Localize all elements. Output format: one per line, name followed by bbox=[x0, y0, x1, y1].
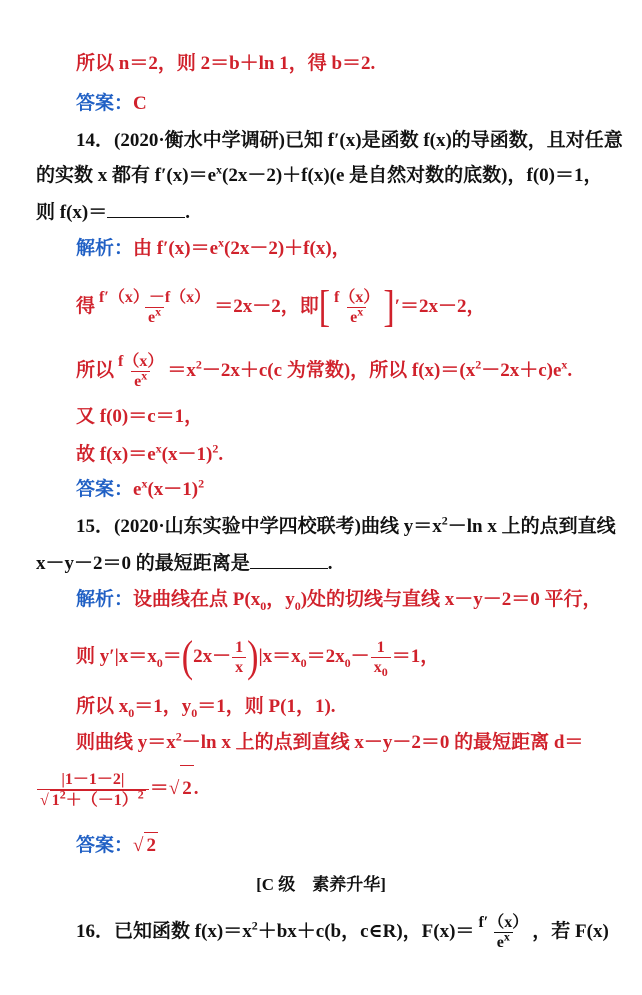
answer-line bbox=[76, 91, 642, 117]
fraction: $\frac{f'(x)-f(x)}{e^x}$ bbox=[99, 289, 211, 327]
fraction: $\frac{1}{x}$ bbox=[232, 638, 246, 677]
sqrt-icon: √ bbox=[133, 835, 144, 856]
answer-line: 答案：$e^x(x-1)^2$ bbox=[76, 476, 205, 500]
solution-14-line-3: 所以 $\frac{f(x)}{e^x}$ $=x^2-2x+c(c$ 为常数)，所以 $f(x)=(x^2-2x+c)e^x$. bbox=[76, 353, 573, 391]
answer-label: 答案： bbox=[76, 479, 134, 500]
problem-14-line-3: 则 f(x)＝ . bbox=[36, 199, 642, 225]
right-bracket: ] bbox=[383, 282, 395, 332]
problem-16-line-1: 16．已知函数 $f(x)=x^2+bx+c(b$，c∈R)，F(x)＝ $\frac{f'(x)}{e^x}$ ，若 F(x) bbox=[76, 914, 609, 952]
fraction: $\frac{f'(x)}{e^x}$ bbox=[478, 914, 529, 952]
solution-14-line-5: 故 $f(x)=e^x(x-1)^2$. bbox=[76, 441, 224, 465]
right-bracket: ) bbox=[247, 632, 259, 682]
answer-label: 答案： bbox=[76, 835, 134, 856]
solution-15-line-4: 则曲线 $y=x^2-\ln$ x 上的点到直线 x－y－2＝0 的最短距离 d＝ bbox=[76, 729, 584, 753]
section-title: [C 级 素养升华] bbox=[256, 875, 386, 894]
sqrt-icon: √ bbox=[168, 778, 180, 799]
problem-15-line-2: x－y－2＝0 的最短距离是 . bbox=[36, 550, 642, 576]
fraction: $\frac{1}{x_0}$ bbox=[371, 638, 391, 677]
solution-14-line-1: 解析：由 $f'(x)=e^x(2x-2)+f(x)$， bbox=[76, 235, 351, 259]
solution-14-line-4: 又 f(0)＝c＝1， bbox=[76, 406, 204, 427]
fraction: $\frac{|1-1-2|}{√ 1^2+(-1)^2}$ bbox=[37, 770, 149, 810]
problem-15-line-1: 15．(2020·山东实验中学四校联考)曲线 $y=x^2-\ln$ x 上的点到直线 bbox=[76, 513, 616, 537]
answer-line: 答案：√ 2 bbox=[76, 832, 642, 858]
jiexi-label: 解析： bbox=[76, 589, 134, 610]
left-bracket: ( bbox=[181, 632, 194, 682]
left-bracket: [ bbox=[318, 282, 331, 332]
solution-15-line-3: 所以 $x_0=1$，$y_0=1$，则 P(1，1). bbox=[76, 696, 336, 720]
solution-15-line-1: 解析：设曲线在点 $P(x_0$，$y_0$)处的切线与直线 x－y－2＝0 平行， bbox=[76, 589, 602, 613]
sqrt-icon: √ bbox=[40, 791, 49, 809]
solution-line bbox=[76, 51, 642, 77]
solution-text: 所以 n＝2，则 2＝b＋ln 1，得 b＝2. bbox=[76, 53, 376, 74]
fraction: $\frac{f(x)}{e^x}$ bbox=[118, 353, 164, 391]
answer-value: C bbox=[133, 93, 147, 114]
solution-14-line-2: 得 $\frac{f'(x)-f(x)}{e^x}$ ＝2x－2，即[ $\frac{f(x)}{e^x}$ ]′＝2x－2， bbox=[76, 282, 486, 332]
answer-label: 答案： bbox=[76, 93, 134, 114]
fraction: $\frac{f(x)}{e^x}$ bbox=[334, 289, 380, 327]
answer-blank bbox=[107, 199, 185, 218]
problem-14-line-1: 14．(2020·衡水中学调研)已知 f′(x)是函数 f(x)的导函数，且对任意 bbox=[76, 130, 623, 151]
solution-15-line-2: 则 $y'|x=x_0=(2x-$ $\frac{1}{x}$ )$|x=x_0=2x_0-$ $\frac{1}{x_0}$ ＝1， bbox=[76, 632, 440, 682]
problem-14-line-2: 的实数 x 都有 $f'(x)=e^x(2x-2)+f(x)(e$ 是自然对数的底数)，f(0)＝1， bbox=[36, 162, 603, 186]
solution-15-line-5: $\frac{|1-1-2|}{√ 1^2+(-1)^2}$ ＝√ 2 . bbox=[36, 765, 642, 811]
jiexi-label: 解析： bbox=[76, 238, 134, 259]
answer-blank bbox=[250, 550, 328, 569]
